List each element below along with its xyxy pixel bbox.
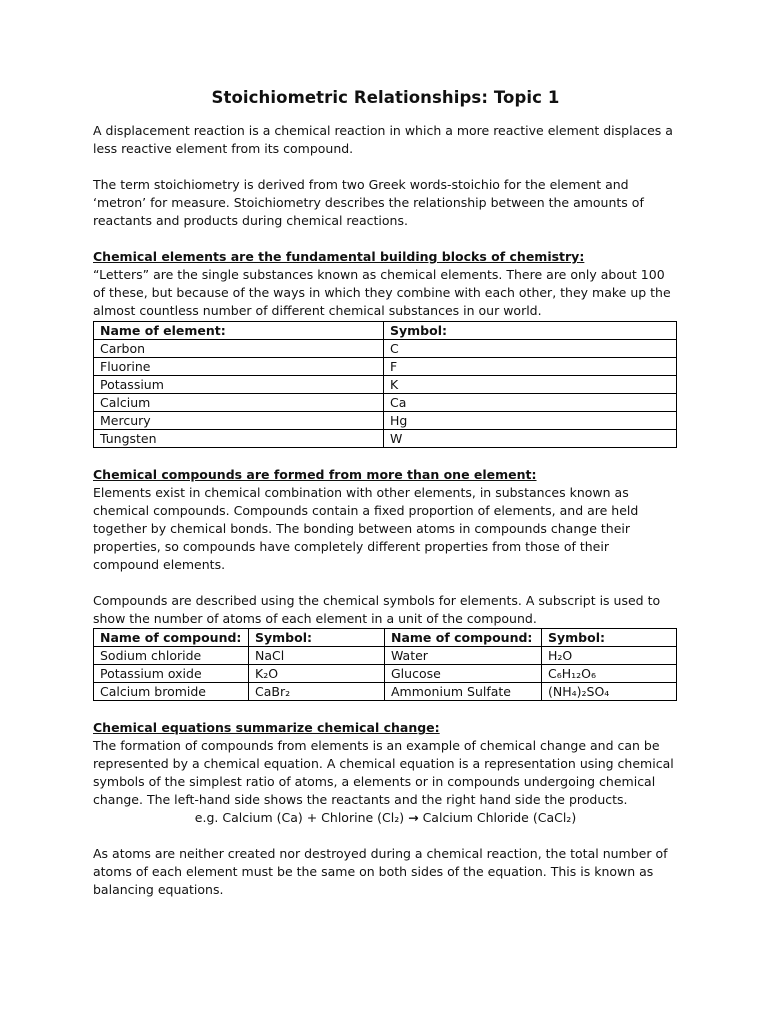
table-cell: Carbon bbox=[94, 340, 384, 358]
table-row bbox=[94, 683, 677, 701]
table-row bbox=[94, 358, 677, 376]
compounds-heading: Chemical compounds are formed from more than one element: bbox=[93, 467, 537, 482]
elements-paragraph: “Letters” are the single substances known as chemical elements. There are only about 100 of these, but because of the ways in which they combine with each other, they make up the almost countless number of different chemical substances in our world. bbox=[93, 267, 671, 318]
table-header-cell: Name of compound: bbox=[385, 629, 542, 647]
table-cell: Potassium oxide bbox=[94, 665, 249, 683]
table-cell: (NH₄)₂SO₄ bbox=[542, 683, 677, 701]
table-header-cell: Symbol: bbox=[384, 322, 677, 340]
table-row bbox=[94, 340, 677, 358]
table-row bbox=[94, 430, 677, 448]
table-row bbox=[94, 394, 677, 412]
table-row bbox=[94, 376, 677, 394]
table-header-row bbox=[94, 322, 677, 340]
intro-paragraph-2: The term stoichiometry is derived from two Greek words-stoichio for the element and ‘metron’ for measure. Stoichiometry describes the relationship between the amounts of reactants and products during chemical reactions. bbox=[93, 177, 644, 228]
table-row bbox=[94, 412, 677, 430]
balancing-paragraph: As atoms are neither created nor destroyed during a chemical reaction, the total number of atoms of each element must be the same on both sides of the equation. This is known as balancing equations. bbox=[93, 846, 668, 897]
table-cell: Calcium bromide bbox=[94, 683, 249, 701]
document-body bbox=[93, 86, 678, 899]
table-cell: Ammonium Sulfate bbox=[385, 683, 542, 701]
table-cell: Potassium bbox=[94, 376, 384, 394]
table-header-cell: Name of compound: bbox=[94, 629, 249, 647]
equation-products: Calcium Chloride (CaCl₂) bbox=[422, 810, 577, 825]
table-cell: Calcium bbox=[94, 394, 384, 412]
table-cell: C bbox=[384, 340, 677, 358]
intro-paragraph-1: A displacement reaction is a chemical reaction in which a more reactive element displaces a less reactive element from its compound. bbox=[93, 123, 673, 156]
table-cell: Fluorine bbox=[94, 358, 384, 376]
table-cell: NaCl bbox=[249, 647, 385, 665]
table-cell: W bbox=[384, 430, 677, 448]
table-cell: Sodium chloride bbox=[94, 647, 249, 665]
compounds-table bbox=[93, 628, 677, 701]
equations-paragraph: The formation of compounds from elements is an example of chemical change and can be represented by a chemical equation. A chemical equation is a representation using chemical symbols of the simplest ratio of atoms, a elements or in compounds undergoing chemical change. The left-hand side shows the reactants and the right hand side the products. bbox=[93, 738, 674, 807]
table-cell: CaBr₂ bbox=[249, 683, 385, 701]
table-header-cell: Symbol: bbox=[542, 629, 677, 647]
table-header-cell: Name of element: bbox=[94, 322, 384, 340]
table-row bbox=[94, 647, 677, 665]
table-cell: F bbox=[384, 358, 677, 376]
elements-heading: Chemical elements are the fundamental building blocks of chemistry: bbox=[93, 249, 585, 264]
table-cell: Ca bbox=[384, 394, 677, 412]
table-cell: Water bbox=[385, 647, 542, 665]
table-header-cell: Symbol: bbox=[249, 629, 385, 647]
table-row bbox=[94, 665, 677, 683]
table-cell: H₂O bbox=[542, 647, 677, 665]
elements-table bbox=[93, 321, 677, 448]
table-cell: Hg bbox=[384, 412, 677, 430]
equation-reactants: e.g. Calcium (Ca) + Chlorine (Cl₂) bbox=[194, 810, 405, 825]
table-cell: Tungsten bbox=[94, 430, 384, 448]
table-cell: Glucose bbox=[385, 665, 542, 683]
example-equation bbox=[93, 809, 678, 827]
arrow-right-icon: → bbox=[408, 810, 419, 825]
equations-heading: Chemical equations summarize chemical change: bbox=[93, 720, 440, 735]
compounds-paragraph-2: Compounds are described using the chemical symbols for elements. A subscript is used to show the number of atoms of each element in a unit of the compound. bbox=[93, 593, 661, 626]
table-cell: C₆H₁₂O₆ bbox=[542, 665, 677, 683]
table-header-row bbox=[94, 629, 677, 647]
table-cell: K bbox=[384, 376, 677, 394]
table-cell: K₂O bbox=[249, 665, 385, 683]
compounds-paragraph: Elements exist in chemical combination with other elements, in substances known as chemical compounds. Compounds contain a fixed proportion of elements, and are held together by chemical bonds. The bonding between atoms in compounds change their properties, so compounds have completely different properties from those of their compound elements. bbox=[93, 485, 639, 572]
page-title: Stoichiometric Relationships: Topic 1 bbox=[211, 88, 560, 107]
table-cell: Mercury bbox=[94, 412, 384, 430]
